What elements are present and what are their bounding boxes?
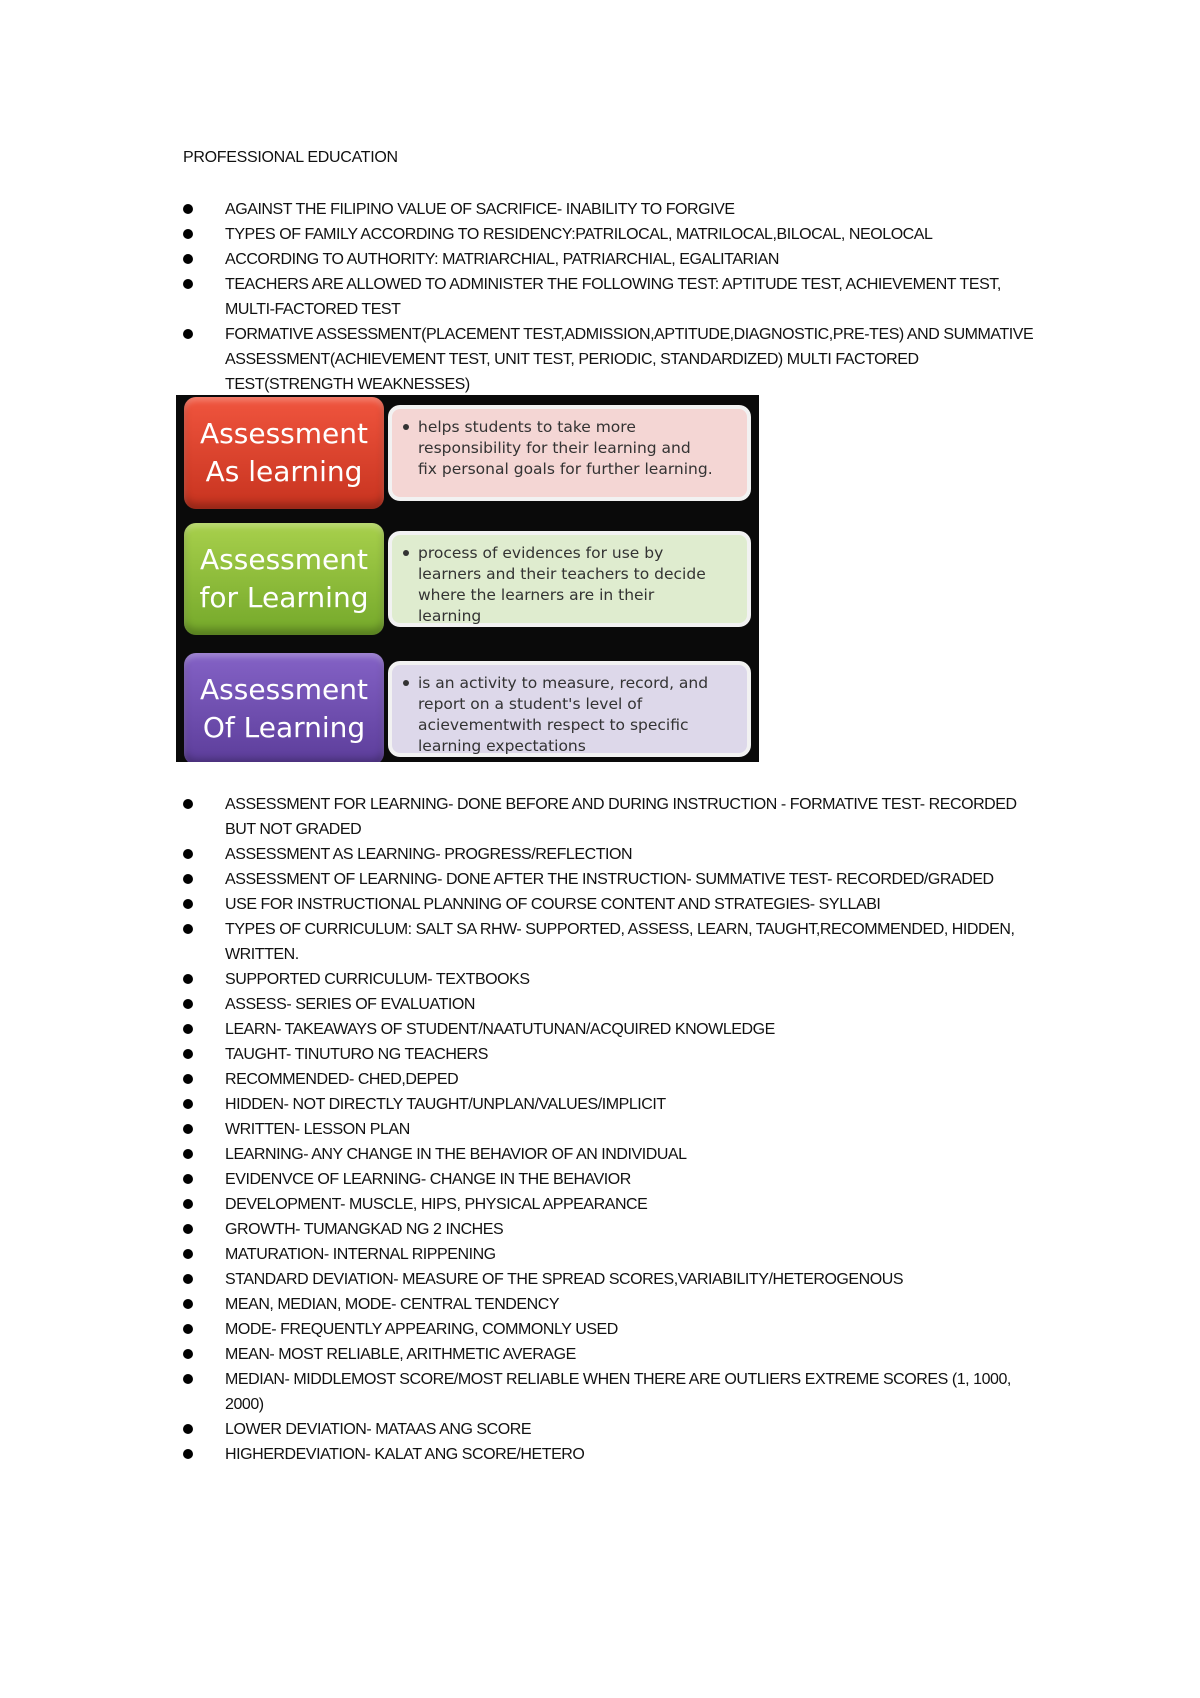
- bullet-icon: [183, 849, 193, 859]
- list-item-text: FORMATIVE ASSESSMENT(PLACEMENT TEST,ADMISSION,APTITUDE,DIAGNOSTIC,PRE-TES) AND SUMMATIVE ASSESSMENT(ACHIEVEMENT TEST, UNIT TEST, PERIODIC, STANDARDIZED) MULTI FACTORED TEST(STRENGTH WEAKNESSES): [225, 326, 1034, 393]
- description-line: fix personal goals for further learning.: [418, 460, 713, 478]
- description-line: is an activity to measure, record, and: [418, 674, 709, 692]
- infographic-row-assessment-for-learning: [184, 523, 755, 635]
- label-line: Assessment: [200, 673, 368, 706]
- list-item-text: GROWTH- TUMANGKAD NG 2 INCHES: [225, 1221, 504, 1238]
- bullet-icon: [183, 1449, 193, 1459]
- list-item-text: TEACHERS ARE ALLOWED TO ADMINISTER THE FOLLOWING TEST: APTITUDE TEST, ACHIEVEMENT TEST, MULTI-FACTORED TEST: [225, 276, 1001, 318]
- list-item-text: SUPPORTED CURRICULUM- TEXTBOOKS: [225, 971, 530, 988]
- bullet-icon: [183, 1349, 193, 1359]
- list-item: [183, 1242, 1043, 1267]
- list-item-text: ASSESSMENT AS LEARNING- PROGRESS/REFLECTION: [225, 846, 633, 863]
- list-item: [183, 992, 1043, 1017]
- list-item-text: ACCORDING TO AUTHORITY: MATRIARCHIAL, PATRIARCHIAL, EGALITARIAN: [225, 251, 779, 268]
- list-item: [183, 1167, 1043, 1192]
- bullet-icon: [183, 1024, 193, 1034]
- description-panel-assessment-as-learning: [388, 405, 751, 501]
- list-item: [183, 197, 1043, 222]
- list-item-text: TYPES OF FAMILY ACCORDING TO RESIDENCY:PATRILOCAL, MATRILOCAL,BILOCAL, NEOLOCAL: [225, 226, 933, 243]
- list-item: [183, 1217, 1043, 1242]
- list-item: [183, 1017, 1043, 1042]
- bullet-icon: [403, 550, 409, 556]
- bullet-icon: [183, 329, 193, 339]
- assessment-infographic: [176, 395, 759, 762]
- bullet-icon: [183, 1299, 193, 1309]
- description-panel-assessment-for-learning: [388, 531, 751, 627]
- list-item-text: MEAN- MOST RELIABLE, ARITHMETIC AVERAGE: [225, 1346, 576, 1363]
- bullet-icon: [403, 424, 409, 430]
- list-item: [183, 1192, 1043, 1217]
- description-panel-assessment-of-learning: [388, 661, 751, 757]
- list-item: [183, 1267, 1043, 1292]
- bullet-icon: [183, 229, 193, 239]
- list-item-text: ASSESSMENT OF LEARNING- DONE AFTER THE INSTRUCTION- SUMMATIVE TEST- RECORDED/GRADED: [225, 871, 994, 888]
- list-item: [183, 272, 1043, 322]
- list-item: [183, 867, 1043, 892]
- list-item-text: MEDIAN- MIDDLEMOST SCORE/MOST RELIABLE WHEN THERE ARE OUTLIERS EXTREME SCORES (1, 1000, 2000): [225, 1371, 1011, 1413]
- list-item-text: MEAN, MEDIAN, MODE- CENTRAL TENDENCY: [225, 1296, 560, 1313]
- bullet-icon: [183, 1324, 193, 1334]
- bullet-icon: [183, 1374, 193, 1384]
- description-line: where the learners are in their: [418, 586, 655, 604]
- label-line: Assessment: [200, 417, 368, 450]
- list-item-text: LEARN- TAKEAWAYS OF STUDENT/NAATUTUNAN/ACQUIRED KNOWLEDGE: [225, 1021, 775, 1038]
- list-item-text: STANDARD DEVIATION- MEASURE OF THE SPREAD SCORES,VARIABILITY/HETEROGENOUS: [225, 1271, 904, 1288]
- list-item: [183, 967, 1043, 992]
- label-line: As learning: [205, 455, 363, 488]
- label-block-assessment-of-learning: [184, 653, 384, 762]
- bullet-icon: [183, 1424, 193, 1434]
- list-item-text: HIGHERDEVIATION- KALAT ANG SCORE/HETERO: [225, 1446, 585, 1463]
- list-item-text: LOWER DEVIATION- MATAAS ANG SCORE: [225, 1421, 532, 1438]
- document-title: PROFESSIONAL EDUCATION: [183, 149, 398, 166]
- list-item-text: LEARNING- ANY CHANGE IN THE BEHAVIOR OF AN INDIVIDUAL: [225, 1146, 687, 1163]
- list-item: [183, 1142, 1043, 1167]
- bullet-icon: [183, 1074, 193, 1084]
- list-item-text: MODE- FREQUENTLY APPEARING, COMMONLY USED: [225, 1321, 618, 1338]
- bullet-icon: [183, 1199, 193, 1209]
- bullet-icon: [183, 874, 193, 884]
- bullet-icon: [183, 999, 193, 1009]
- bullet-icon: [183, 1224, 193, 1234]
- list-item-text: HIDDEN- NOT DIRECTLY TAUGHT/UNPLAN/VALUES/IMPLICIT: [225, 1096, 666, 1113]
- list-item: [183, 1317, 1043, 1342]
- list-item-text: TYPES OF CURRICULUM: SALT SA RHW- SUPPORTED, ASSESS, LEARN, TAUGHT,RECOMMENDED, HIDDEN, WRITTEN.: [225, 921, 1015, 963]
- bullet-icon: [183, 279, 193, 289]
- infographic-row-assessment-of-learning: [184, 653, 755, 762]
- bullet-icon: [183, 974, 193, 984]
- list-item-text: WRITTEN- LESSON PLAN: [225, 1121, 410, 1138]
- bullet-icon: [183, 899, 193, 909]
- list-item-text: ASSESSMENT FOR LEARNING- DONE BEFORE AND DURING INSTRUCTION - FORMATIVE TEST- RECORDED BUT NOT GRADED: [225, 796, 1017, 838]
- bullet-icon: [183, 924, 193, 934]
- bullet-icon: [183, 204, 193, 214]
- list-item: [183, 892, 1043, 917]
- bullet-icon: [403, 680, 409, 686]
- description-line: learning: [418, 607, 482, 625]
- description-line: process of evidences for use by: [418, 544, 664, 562]
- bullet-icon: [183, 1124, 193, 1134]
- infographic-row-assessment-as-learning: [184, 397, 755, 509]
- list-item-text: TAUGHT- TINUTURO NG TEACHERS: [225, 1046, 488, 1063]
- list-item: [183, 1442, 1043, 1467]
- list-item-text: ASSESS- SERIES OF EVALUATION: [225, 996, 475, 1013]
- description-line: helps students to take more: [418, 418, 636, 436]
- bullet-icon: [183, 1049, 193, 1059]
- list-item-text: AGAINST THE FILIPINO VALUE OF SACRIFICE- INABILITY TO FORGIVE: [225, 201, 735, 218]
- bullet-icon: [183, 254, 193, 264]
- label-block-assessment-for-learning: [184, 523, 384, 635]
- label-block-assessment-as-learning: [184, 397, 384, 509]
- list-item-text: RECOMMENDED- CHED,DEPED: [225, 1071, 459, 1088]
- label-line: for Learning: [199, 581, 369, 614]
- list-item: [183, 1092, 1043, 1117]
- bullet-icon: [183, 1274, 193, 1284]
- list-item: [183, 1367, 1043, 1417]
- bullet-icon: [183, 1099, 193, 1109]
- list-item: [183, 1292, 1043, 1317]
- description-line: responsibility for their learning and: [418, 439, 691, 457]
- list-item: [183, 1067, 1043, 1092]
- list-item-text: EVIDENVCE OF LEARNING- CHANGE IN THE BEHAVIOR: [225, 1171, 631, 1188]
- description-line: learning expectations: [418, 737, 586, 755]
- list-item: [183, 917, 1043, 967]
- description-line: acievementwith respect to specific: [418, 716, 689, 734]
- bullet-icon: [183, 1174, 193, 1184]
- bullet-icon: [183, 1149, 193, 1159]
- list-item: [183, 792, 1043, 842]
- list-item: [183, 1342, 1043, 1367]
- bottom-bullet-list: [183, 792, 1043, 1467]
- list-item-text: MATURATION- INTERNAL RIPPENING: [225, 1246, 496, 1263]
- list-item: [183, 1117, 1043, 1142]
- list-item: [183, 842, 1043, 867]
- list-item-text: DEVELOPMENT- MUSCLE, HIPS, PHYSICAL APPEARANCE: [225, 1196, 648, 1213]
- bullet-icon: [183, 799, 193, 809]
- label-line: Assessment: [200, 543, 368, 576]
- list-item: [183, 1042, 1043, 1067]
- top-bullet-list: [183, 197, 1043, 397]
- bullet-icon: [183, 1249, 193, 1259]
- list-item: [183, 247, 1043, 272]
- list-item: [183, 322, 1043, 397]
- description-line: learners and their teachers to decide: [418, 565, 706, 583]
- list-item: [183, 222, 1043, 247]
- label-line: Of Learning: [202, 711, 366, 744]
- list-item: [183, 1417, 1043, 1442]
- list-item-text: USE FOR INSTRUCTIONAL PLANNING OF COURSE CONTENT AND STRATEGIES- SYLLABI: [225, 896, 881, 913]
- description-line: report on a student's level of: [418, 695, 643, 713]
